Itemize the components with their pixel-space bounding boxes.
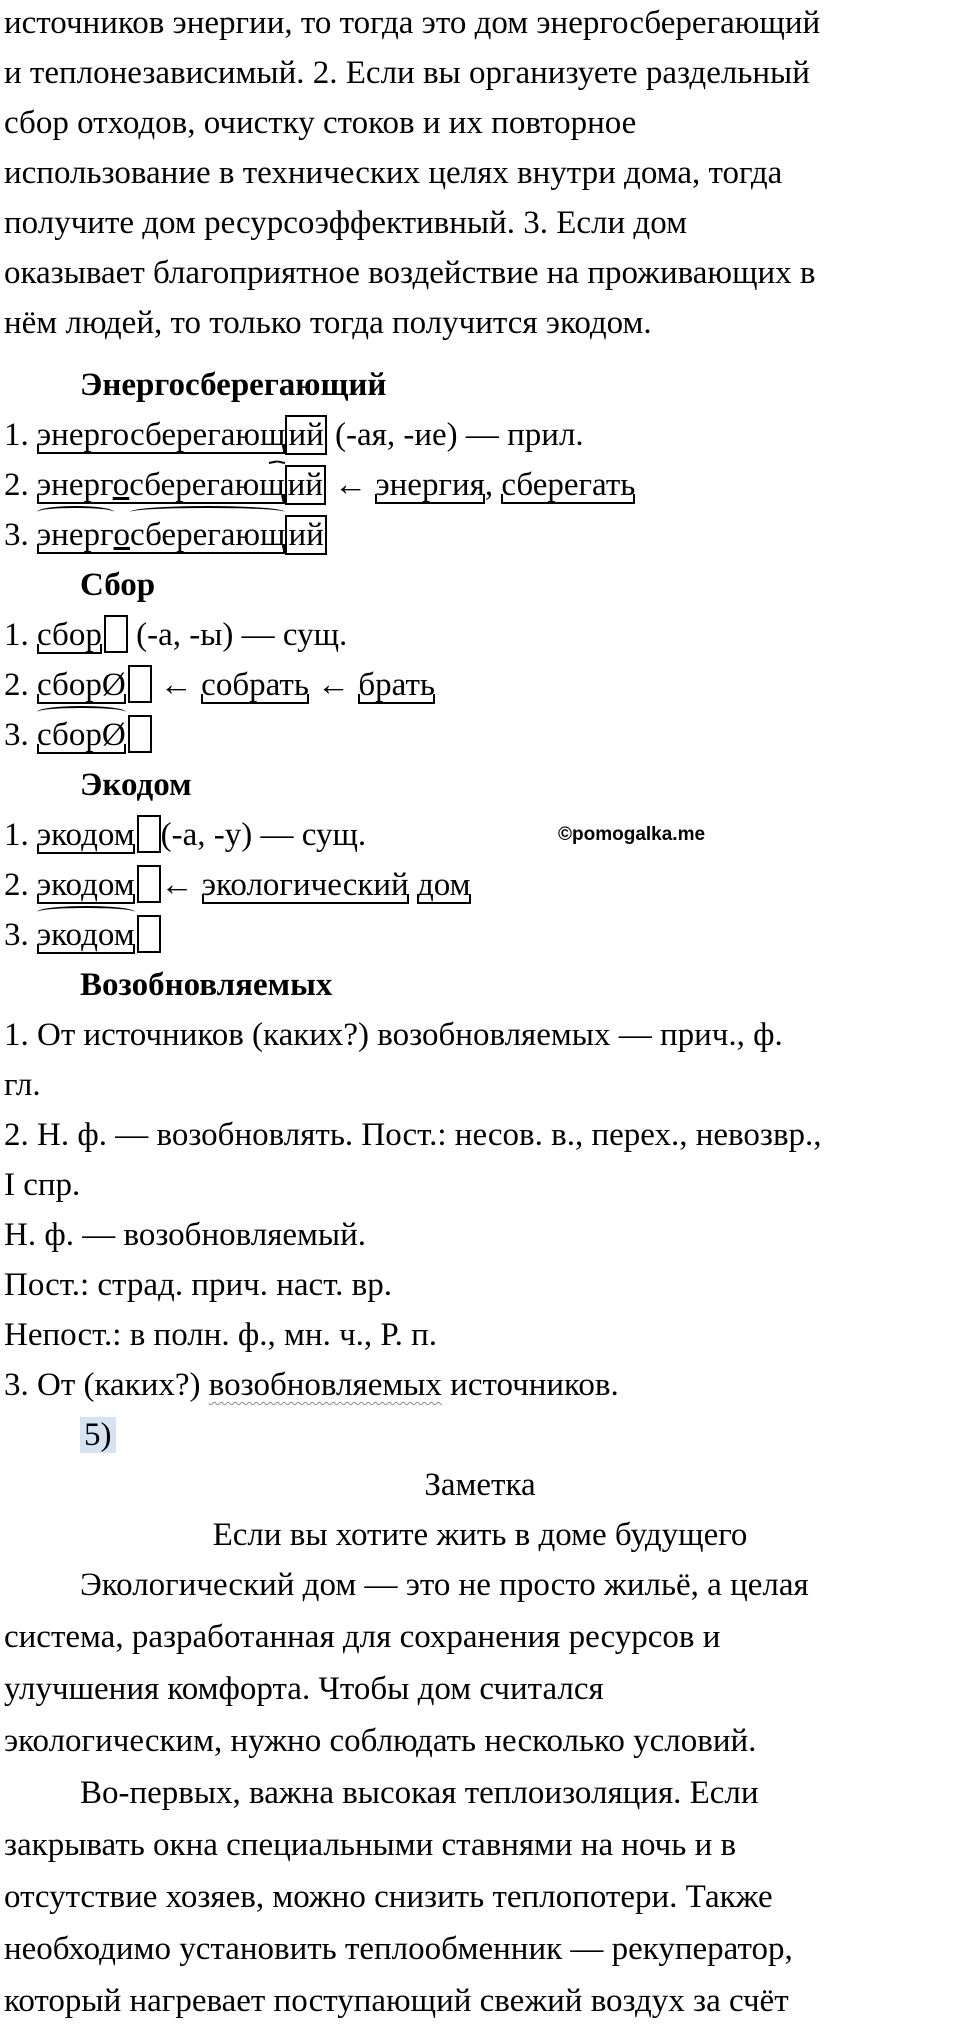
base-underline	[37, 844, 135, 854]
morphemic-line-3	[4, 910, 161, 960]
note-paragraph-line: улучшения комфорта. Чтобы дом считался	[4, 1671, 604, 1707]
word-text: энергосберегающ	[37, 417, 286, 453]
analysis-line: I спр.	[4, 1167, 81, 1203]
word-part: энерг	[37, 517, 114, 553]
word-text: сборØ	[37, 717, 126, 753]
morphemic-line-1	[4, 810, 366, 860]
word-text: сбор	[37, 617, 102, 653]
analysis-line: 2. Н. ф. — возобновлять. Пост.: несов. в., перех., невозвр.,	[4, 1117, 822, 1153]
base-underline	[202, 894, 409, 904]
root-mark	[37, 906, 135, 918]
section-number	[80, 1410, 116, 1460]
ending-box: ий	[285, 515, 326, 555]
watermark: ©pomogalka.me	[558, 824, 706, 845]
note-paragraph-line: экологическим, нужно соблюдать несколько условий.	[4, 1723, 757, 1759]
note-paragraph-line: отсутствие хозяев, можно снизить теплопотери. Также	[4, 1879, 773, 1915]
word-base	[37, 710, 126, 760]
empty-ending-box	[137, 865, 161, 903]
wavy-underlined-word: возобновляемых	[208, 1367, 442, 1403]
line-number: 2.	[4, 467, 37, 503]
morphemic-line-1	[4, 610, 347, 660]
comma: ,	[484, 467, 502, 503]
line-number: 1.	[4, 617, 37, 653]
line-number: 3.	[4, 517, 37, 553]
word-part: энерг	[37, 467, 113, 503]
morphemic-line-2	[4, 860, 471, 910]
base-underline	[37, 694, 126, 704]
related-word	[417, 860, 471, 910]
arrow-text: ←	[308, 667, 359, 703]
base-underline	[37, 894, 135, 904]
paragraph-line: источников энергии, то тогда это дом энергосберегающий	[4, 5, 821, 41]
line-number: 1.	[4, 417, 37, 453]
word-part: сберегающ	[129, 467, 285, 503]
analysis-line	[4, 1360, 619, 1410]
related-word	[201, 660, 309, 710]
word-heading: Экодом	[80, 767, 192, 803]
root-mark	[130, 506, 285, 518]
suffix-mark	[269, 454, 284, 464]
analysis-line: Непост.: в полн. ф., мн. ч., Р. п.	[4, 1317, 438, 1353]
note-paragraph-line: который нагревает поступающий свежий воздух за счёт	[4, 1983, 789, 2019]
grammar-note: (-а, -у) — сущ.	[160, 817, 367, 853]
analysis-text: 3. От (каких?)	[4, 1367, 209, 1403]
base-underline	[37, 444, 285, 454]
empty-ending-box	[137, 915, 161, 953]
note-paragraph-line: необходимо установить теплообменник — рекуператор,	[4, 1931, 793, 1967]
word-heading: Сбор	[80, 567, 156, 603]
note-subtitle: Если вы хотите жить в доме будущего	[212, 1517, 748, 1553]
analysis-text: источников.	[441, 1367, 619, 1403]
empty-ending-box	[128, 665, 152, 703]
empty-ending-box	[104, 615, 128, 653]
grammar-note: (-ая, -ие) — прил.	[326, 417, 584, 453]
base-underline	[37, 744, 126, 754]
base-underline	[201, 694, 309, 704]
word-base	[37, 460, 285, 510]
line-number: 2.	[4, 667, 37, 703]
line-number: 3.	[4, 717, 37, 753]
word-text: экодом	[37, 817, 135, 853]
related-word	[501, 460, 635, 510]
analysis-line: Пост.: страд. прич. наст. вр.	[4, 1267, 392, 1303]
base-underline	[37, 494, 285, 504]
paragraph-line: и теплонезависимый. 2. Если вы организуете раздельный	[4, 55, 810, 91]
ending-box: ий	[285, 415, 326, 455]
base-underline	[375, 494, 484, 504]
section-number-highlight: 5)	[80, 1417, 116, 1453]
space	[409, 867, 417, 903]
analysis-line: гл.	[4, 1067, 41, 1103]
related-word-text: энергия	[375, 467, 485, 503]
grammar-note: (-а, -ы) — сущ.	[127, 617, 348, 653]
base-underline	[37, 544, 285, 554]
morphemic-line-2	[4, 660, 435, 710]
related-word-text: собрать	[201, 667, 309, 703]
line-number: 1.	[4, 817, 37, 853]
empty-ending-box	[137, 815, 161, 853]
related-word-text: дом	[416, 867, 471, 903]
word-base	[37, 610, 102, 660]
morphemic-line-3	[4, 710, 152, 760]
word-base	[37, 910, 135, 960]
paragraph-line: оказывает благоприятное воздействие на проживающих в	[4, 255, 816, 291]
empty-ending-box	[128, 715, 152, 753]
morphemic-line-1	[4, 410, 584, 460]
word-text: экодом	[37, 867, 135, 903]
word-base	[37, 860, 135, 910]
related-word	[202, 860, 409, 910]
arrow-text: ←	[325, 467, 376, 503]
line-number: 2.	[4, 867, 37, 903]
word-heading: Энергосберегающий	[80, 367, 387, 403]
word-base	[37, 410, 285, 460]
word-part: сберегающ	[130, 517, 286, 553]
word-base	[37, 810, 135, 860]
base-underline	[358, 694, 435, 704]
related-word	[375, 460, 484, 510]
note-paragraph-line: закрывать окна специальными ставнями на ночь и в	[4, 1827, 737, 1863]
word-part: о	[113, 517, 131, 553]
base-underline	[417, 894, 471, 904]
note-paragraph-line: Экологический дом — это не просто жильё, а целая	[80, 1567, 809, 1603]
word-text: сборØ	[37, 667, 126, 703]
note-paragraph-line: система, разработанная для сохранения ресурсов и	[4, 1619, 721, 1655]
base-underline	[501, 494, 635, 504]
root-mark	[37, 506, 114, 518]
note-paragraph-line: Во-первых, важна высокая теплоизоляция. Если	[80, 1775, 759, 1811]
related-word-text: сберегать	[501, 467, 636, 503]
line-number: 3.	[4, 917, 37, 953]
paragraph-line: получите дом ресурсоэффективный. 3. Если дом	[4, 205, 687, 241]
arrow-text: ←	[160, 867, 202, 903]
related-word	[358, 660, 435, 710]
root-mark	[37, 706, 126, 718]
base-underline	[37, 944, 135, 954]
base-underline	[37, 644, 102, 654]
ending-box: ий	[285, 465, 326, 505]
note-title: Заметка	[424, 1467, 536, 1503]
word-base	[37, 660, 126, 710]
analysis-line: 1. От источников (каких?) возобновляемых — прич., ф.	[4, 1017, 783, 1053]
analysis-line: Н. ф. — возобновляемый.	[4, 1217, 367, 1253]
morphemic-line-2	[4, 460, 635, 510]
word-part: о	[112, 467, 130, 503]
paragraph-line: сбор отходов, очистку стоков и их повторное	[4, 105, 637, 141]
arrow-text: ←	[151, 667, 202, 703]
related-word-text: брать	[358, 667, 435, 703]
paragraph-line: нём людей, то только тогда получится экодом.	[4, 305, 652, 341]
word-heading: Возобновляемых	[80, 967, 333, 1003]
paragraph-line: использование в технических целях внутри дома, тогда	[4, 155, 783, 191]
word-base	[37, 510, 285, 560]
word-text: экодом	[37, 917, 135, 953]
related-word-text: экологический	[201, 867, 409, 903]
morphemic-line-3	[4, 510, 327, 560]
